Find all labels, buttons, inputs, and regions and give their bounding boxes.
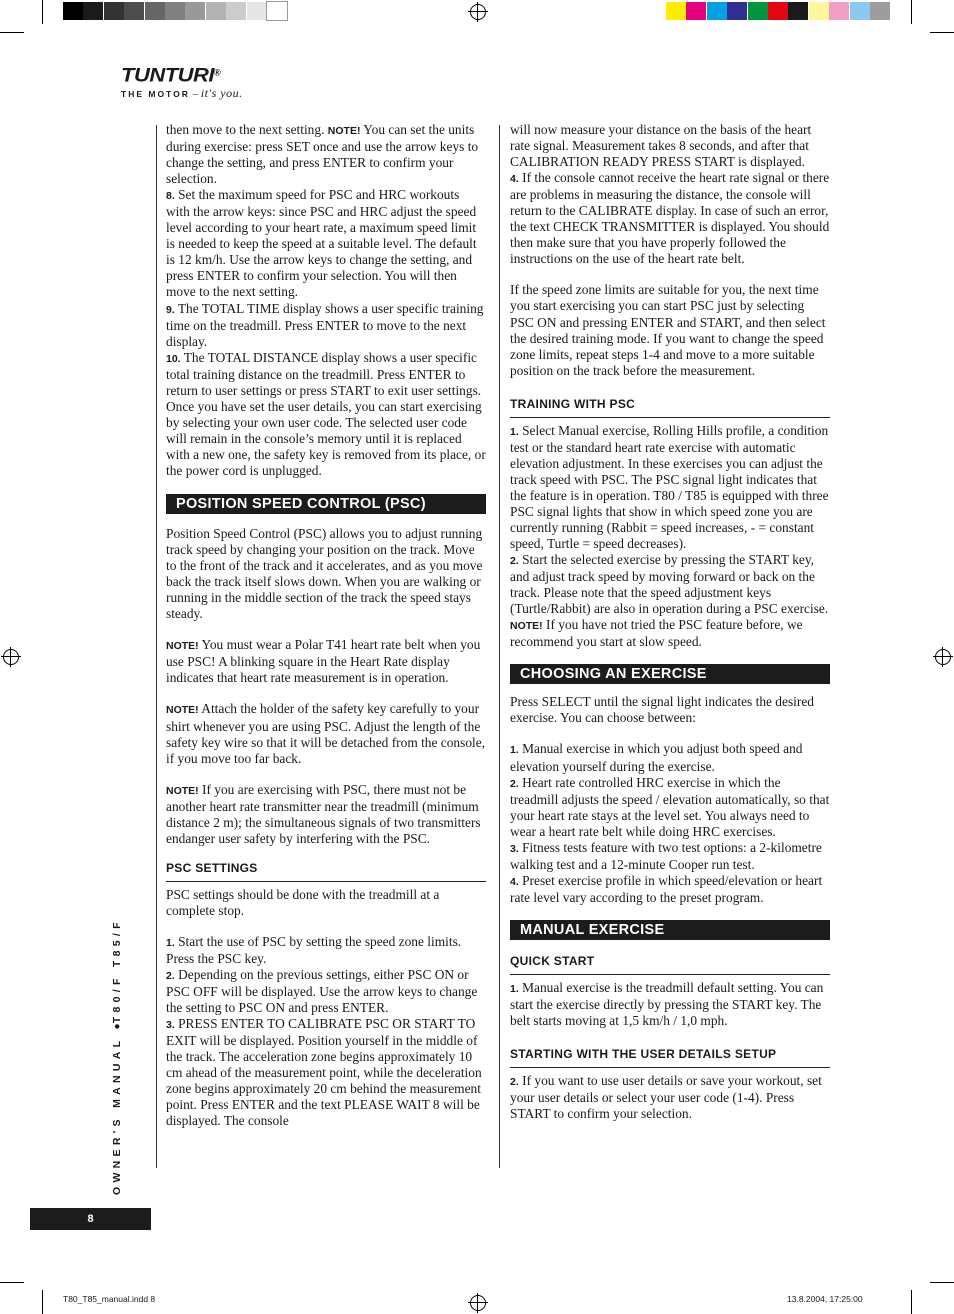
tagline-a: THE MOTOR: [121, 89, 190, 99]
crop-mark: [0, 32, 24, 33]
text: PRESS ENTER TO CALIBRATE PSC OR START TO EXIT will be displayed. Position yourself in the middle of the track. The acceleration zone begins approximately 10 cm ahead of the measurement point, while the deceleration zone begins approximately 20 cm behind the measurement point. Press ENTER and the text PLEASE WAIT 8 will be displayed. The console: [166, 1016, 482, 1129]
step-number: 4.: [510, 173, 519, 186]
tagline-b: it's you.: [200, 86, 243, 100]
paragraph: Press SELECT until the signal light indicates the desired exercise. You can choose between:: [510, 694, 814, 726]
list-item: [166, 967, 486, 1016]
step-number: 2.: [510, 555, 519, 568]
text: If you are exercising with PSC, there must not be another heart rate transmitter near the treadmill (minimum distance 2 m); the simultaneous signals of two transmitters endanger user safety by interfering with the PSC.: [166, 781, 481, 846]
text: The TOTAL DISTANCE display shows a user specific total training distance on the treadmill. Press ENTER to return to user settings or press START to exit user settings.: [166, 349, 482, 398]
step-number: 1.: [166, 936, 175, 949]
crop-mark: [0, 1282, 24, 1283]
list-item: [510, 840, 830, 873]
crop-mark: [42, 1290, 43, 1314]
crop-mark: [911, 1290, 912, 1314]
subheading-training-with-psc: TRAINING WITH PSC: [510, 397, 830, 418]
color-swatch: [829, 2, 849, 20]
section-heading-choosing: CHOOSING AN EXERCISE: [510, 664, 830, 684]
registered-mark: ®: [214, 67, 221, 78]
subheading-psc-settings: PSC SETTINGS: [166, 861, 486, 882]
step-number: 2.: [510, 777, 519, 790]
grayscale-color-bar: [63, 0, 288, 22]
text: You can set the units during exercise: press SET once and use the arrow keys to change the setting, and press ENTER to confirm your selection.: [166, 122, 479, 187]
color-swatch: [707, 2, 727, 20]
left-column: [166, 122, 486, 1129]
section-heading-psc: POSITION SPEED CONTROL (PSC): [166, 494, 486, 514]
crop-mark: [42, 0, 43, 24]
logo-tagline: [121, 86, 243, 101]
manual-label: OWNER'S MANUAL: [111, 1036, 123, 1195]
note-label: NOTE!: [166, 784, 199, 797]
color-swatch: [226, 2, 246, 20]
text: You must wear a Polar T41 heart rate belt when you use PSC! A blinking square in the Heart Rate display indicates that heart rate measurement is in operation.: [166, 637, 481, 686]
text: Manual exercise in which you adjust both speed and elevation yourself during the exercise.: [510, 741, 803, 774]
paragraph: will now measure your distance on the basis of the heart rate signal. Measurement takes 8 seconds, and after that CALIBRATION READY PRESS START is displayed.: [510, 122, 812, 170]
note-paragraph: [166, 637, 486, 686]
crop-mark: [930, 32, 954, 33]
slug-timestamp: 13.8.2004, 17:25:00: [787, 1294, 863, 1304]
color-swatch: [788, 2, 808, 20]
color-swatch: [809, 2, 829, 20]
color-swatch: [666, 2, 686, 20]
registration-mark-icon: [470, 1295, 486, 1311]
list-item: [510, 873, 830, 906]
step-number: 1.: [510, 982, 519, 995]
list-item: [510, 552, 830, 650]
text: Manual exercise is the treadmill default setting. You can start the exercise directly by pressing the START key. The belt starts moving at 1,5 km/h / 1,0 mph.: [510, 979, 824, 1029]
sidebar-manual-title: [111, 918, 123, 1195]
paragraph: Position Speed Control (PSC) allows you to adjust running track speed by changing your position on the track. Move to the front of the track and it accelerates, and as you move back the track itself slows down. When you are walking or running in the middle section of the track the speed stays steady.: [166, 526, 483, 622]
text: Preset exercise profile in which speed/elevation or heart rate level vary according to the preset program.: [510, 872, 823, 905]
list-item: [510, 170, 830, 267]
step-number: 2.: [510, 1076, 519, 1089]
color-swatch: [63, 2, 83, 20]
text: If the console cannot receive the heart rate signal or there are problems in measuring the distance, the console will return to the CALIBRATE display. In case of such an error, the text CHECK TRANSMITTER is displayed. You should then make sure that you have properly followed the instructions on the use of the heart rate belt.: [510, 170, 830, 267]
text: Set the maximum speed for PSC and HRC workouts with the arrow keys: since PSC and HRC adjust the speed level according to your heart rate, a maximum speed limit is needed to keep the speed at a suitable level. The default is 12 km/h. Use the arrow keys to change the setting, and press ENTER to confirm your selection. You will then move to the next setting.: [166, 187, 477, 300]
list-item: [166, 1016, 486, 1129]
column-rule: [156, 125, 157, 1168]
note-paragraph: [166, 782, 486, 847]
list-item: [166, 301, 486, 350]
brand-logo: [121, 62, 243, 101]
color-swatch: [165, 2, 185, 20]
list-item: [510, 741, 830, 774]
note-label: NOTE!: [166, 704, 199, 717]
color-swatch: [185, 2, 205, 20]
step-number: 4.: [510, 875, 519, 888]
color-swatch: [748, 2, 768, 20]
step-number: 1.: [510, 744, 519, 757]
color-swatch: [727, 2, 747, 20]
paragraph: Once you have set the user details, you can start exercising by selecting your own user code. The selected user code will remain in the console’s memory until it is replaced with a new one, the safety key is removed from its place, or the power cord is unplugged.: [166, 398, 486, 478]
text: Depending on the previous settings, either PSC ON or PSC OFF will be displayed. Use the arrow keys to change the setting to PSC ON and press ENTER.: [166, 967, 478, 1016]
color-swatch: [267, 2, 287, 20]
page-number: 8: [30, 1208, 151, 1230]
list-item: [510, 980, 830, 1029]
step-number: 3.: [166, 1019, 175, 1032]
list-item: [510, 423, 830, 552]
text: Start the use of PSC by setting the speed zone limits. Press the PSC key.: [166, 933, 462, 966]
text: If you want to use user details or save your workout, set your user details or select your user code (1-4). Press START to confirm your selection.: [510, 1073, 822, 1122]
text: If you have not tried the PSC feature before, we recommend you start at slow speed.: [510, 617, 803, 650]
tagline-dash: –: [189, 88, 201, 100]
color-swatch: [83, 2, 103, 20]
registration-mark-icon: [470, 4, 486, 20]
subheading-quick-start: QUICK START: [510, 954, 830, 975]
color-swatch: [124, 2, 144, 20]
registration-mark-icon: [3, 649, 19, 665]
paragraph: If the speed zone limits are suitable for you, the next time you start exercising you can start PSC just by selecting PSC ON and pressing ENTER and START, and then select the desired training mode. If you want to change the speed zone limits, repeat steps 1-4 and move to a more suitable position on the track before the measurement.: [510, 282, 826, 378]
color-swatch: [206, 2, 226, 20]
list-item: [510, 775, 830, 840]
color-swatch: [104, 2, 124, 20]
list-item: [166, 350, 486, 399]
step-number: 2.: [166, 970, 175, 983]
text: Attach the holder of the safety key carefully to your shirt whenever you are using PSC. Adjust the length of the safety key wire so that it will be detached from the console, if you move too far back.: [166, 701, 486, 766]
text: Fitness tests feature with two test options: a 2-kilometre walking test and a 12-minute Cooper run test.: [510, 839, 822, 872]
slug-filename: T80_T85_manual.indd 8: [63, 1294, 156, 1304]
text: Select Manual exercise, Rolling Hills profile, a condition test or the standard heart rate exercise with automatic elevation adjustment. In these exercises you can adjust the track speed with PSC. The PSC signal light indicates that the feature is in operation. T80 / T85 is equipped with three PSC signal lights that show in which speed zone you are currently running (Rabbit = speed increases, - = constant speed, Turtle = speed decreases).: [510, 422, 829, 552]
step-number: 1.: [510, 425, 519, 438]
color-swatch: [686, 2, 706, 20]
step-number: 8.: [166, 190, 175, 203]
text: Heart rate controlled HRC exercise in which the treadmill adjusts the speed / elevation automatically, so that your heart rate stays at the level set. You always need to wear a heart rate belt while doing HRC exercises.: [510, 774, 830, 839]
process-color-bar: [666, 0, 891, 22]
list-item: [166, 934, 486, 967]
list-item: [166, 187, 486, 300]
note-label: NOTE!: [166, 640, 199, 653]
step-number: 3.: [510, 842, 519, 855]
color-swatch: [768, 2, 788, 20]
section-heading-manual: MANUAL EXERCISE: [510, 920, 830, 940]
color-swatch: [247, 2, 267, 20]
color-swatch: [870, 2, 890, 20]
logo-wordmark: TUNTURI: [121, 63, 215, 86]
note-label: NOTE!: [510, 620, 543, 633]
crop-mark: [911, 0, 912, 24]
paragraph: [166, 122, 486, 187]
note-paragraph: [166, 701, 486, 766]
color-swatch: [850, 2, 870, 20]
model-label: T80/F T85/F: [111, 918, 123, 1024]
subheading-user-details: STARTING WITH THE USER DETAILS SETUP: [510, 1047, 830, 1068]
step-number: 10.: [166, 352, 181, 365]
color-swatch: [145, 2, 165, 20]
right-column: [510, 122, 830, 1122]
column-rule: [499, 125, 500, 1168]
registration-mark-icon: [935, 649, 951, 665]
list-item: [510, 1073, 830, 1122]
note-label: NOTE!: [327, 125, 361, 137]
step-number: 9.: [166, 303, 175, 316]
text: Start the selected exercise by pressing the START key, and adjust track speed by moving forward or back on the track. Please note that the speed adjustment keys (Turtle/Rabbit) are also in operation during a PSC exercise.: [510, 552, 829, 617]
text: The TOTAL TIME display shows a user specific training time on the treadmill. Press ENTER to move to the next display.: [166, 300, 484, 349]
bullet-icon: ●: [111, 1023, 123, 1030]
crop-mark: [930, 1282, 954, 1283]
text: then move to the next setting.: [166, 122, 328, 137]
paragraph: PSC settings should be done with the treadmill at a complete stop.: [166, 886, 440, 918]
